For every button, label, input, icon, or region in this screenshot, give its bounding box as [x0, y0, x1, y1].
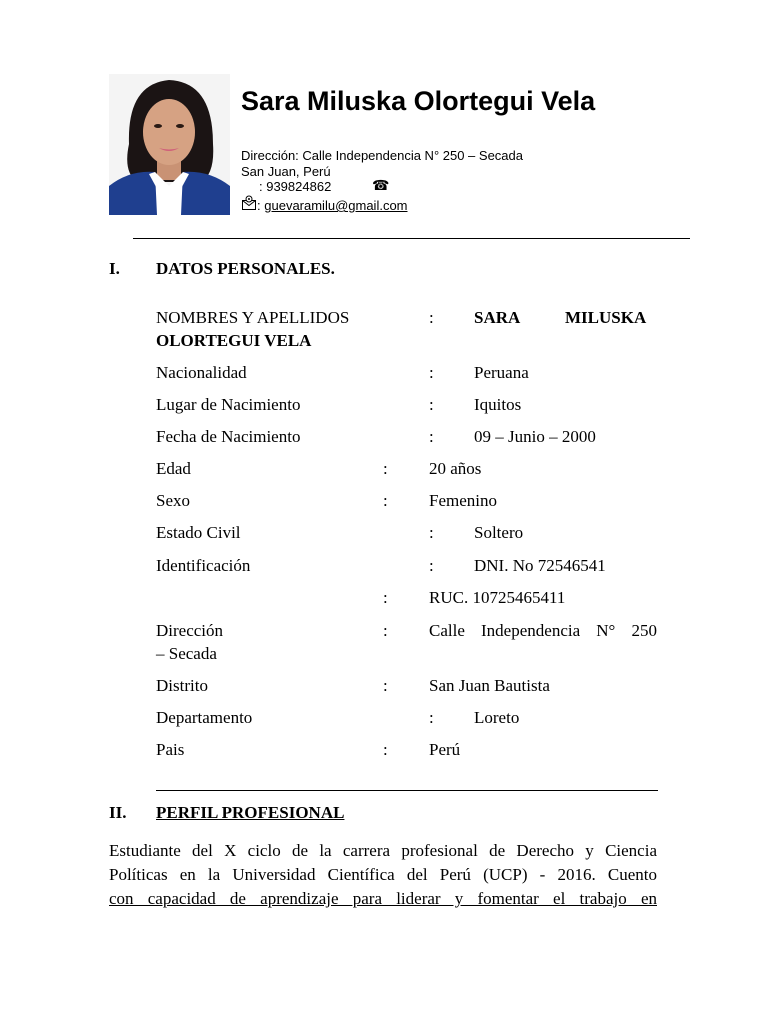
- colon: :: [383, 491, 388, 510]
- colon: :: [429, 523, 434, 542]
- section-1-title: DATOS PERSONALES.: [156, 259, 335, 278]
- value-dni: DNI. No 72546541: [474, 556, 606, 575]
- colon: :: [429, 556, 434, 575]
- colon: :: [429, 427, 434, 446]
- perfil-line-2: Políticas en la Universidad Científica del Perú (UCP) - 2016. Cuento: [109, 865, 657, 884]
- email-prefix: :: [257, 198, 261, 213]
- perfil-line-1: Estudiante del X ciclo de la carrera profesional de Derecho y Ciencia: [109, 841, 657, 860]
- label-estado-civil: Estado Civil: [156, 523, 241, 542]
- section-2-number: II.: [109, 803, 127, 822]
- address-line-1: Dirección: Calle Independencia N° 250 – Secada: [241, 148, 523, 163]
- label-distrito: Distrito: [156, 676, 208, 695]
- phone-number: : 939824862: [259, 179, 332, 194]
- value-nombres-1: SARA: [474, 308, 521, 327]
- candidate-name: Sara Miluska Olortegui Vela: [241, 86, 596, 116]
- section-2-title: PERFIL PROFESIONAL: [156, 803, 345, 822]
- label-fecha-nacimiento: Fecha de Nacimiento: [156, 427, 301, 446]
- value-nacionalidad: Peruana: [474, 363, 529, 382]
- value-distrito: San Juan Bautista: [429, 676, 550, 695]
- value-nombres-2: MILUSKA: [565, 308, 647, 327]
- colon: :: [429, 708, 434, 727]
- email-line: [257, 198, 408, 214]
- label-lugar-nacimiento: Lugar de Nacimiento: [156, 395, 301, 414]
- label-edad: Edad: [156, 459, 191, 478]
- colon: :: [383, 621, 388, 640]
- mail-icon: [241, 195, 257, 211]
- value-sexo: Femenino: [429, 491, 497, 510]
- address-line-2: San Juan, Perú: [241, 164, 331, 179]
- colon: :: [429, 363, 434, 382]
- perfil-line-3: con capacidad de aprendizaje para liderar y fomentar el trabajo en: [109, 889, 657, 908]
- label-departamento: Departamento: [156, 708, 253, 727]
- label-nacionalidad: Nacionalidad: [156, 363, 247, 382]
- email-link[interactable]: guevaramilu@gmail.com: [264, 198, 408, 213]
- phone-icon: ☎: [372, 178, 390, 194]
- label-identificacion: Identificación: [156, 556, 251, 575]
- value-departamento: Loreto: [474, 708, 520, 727]
- label-direccion: Dirección: [156, 621, 224, 640]
- value-edad: 20 años: [429, 459, 482, 478]
- value-estado-civil: Soltero: [474, 523, 524, 542]
- colon: :: [383, 740, 388, 759]
- colon: :: [383, 459, 388, 478]
- value-direccion: Calle Independencia N° 250: [429, 621, 657, 640]
- colon: :: [429, 308, 434, 327]
- label-nombres: NOMBRES Y APELLIDOS: [156, 308, 350, 327]
- colon: :: [383, 588, 388, 607]
- perfil-paragraph: [109, 839, 657, 911]
- colon: :: [429, 395, 434, 414]
- colon: :: [383, 676, 388, 695]
- label-direccion-line2: – Secada: [156, 644, 217, 663]
- value-pais: Perú: [429, 740, 461, 759]
- profile-photo: [109, 74, 230, 215]
- label-pais: Pais: [156, 740, 185, 759]
- value-nombres-3: OLORTEGUI VELA: [156, 331, 312, 350]
- label-sexo: Sexo: [156, 491, 190, 510]
- header-divider: [133, 238, 690, 239]
- section-1-number: I.: [109, 259, 120, 278]
- value-fecha-nacimiento: 09 – Junio – 2000: [474, 427, 596, 446]
- section-divider: [156, 790, 658, 791]
- value-ruc: RUC. 10725465411: [429, 588, 566, 607]
- value-lugar-nacimiento: Iquitos: [474, 395, 522, 414]
